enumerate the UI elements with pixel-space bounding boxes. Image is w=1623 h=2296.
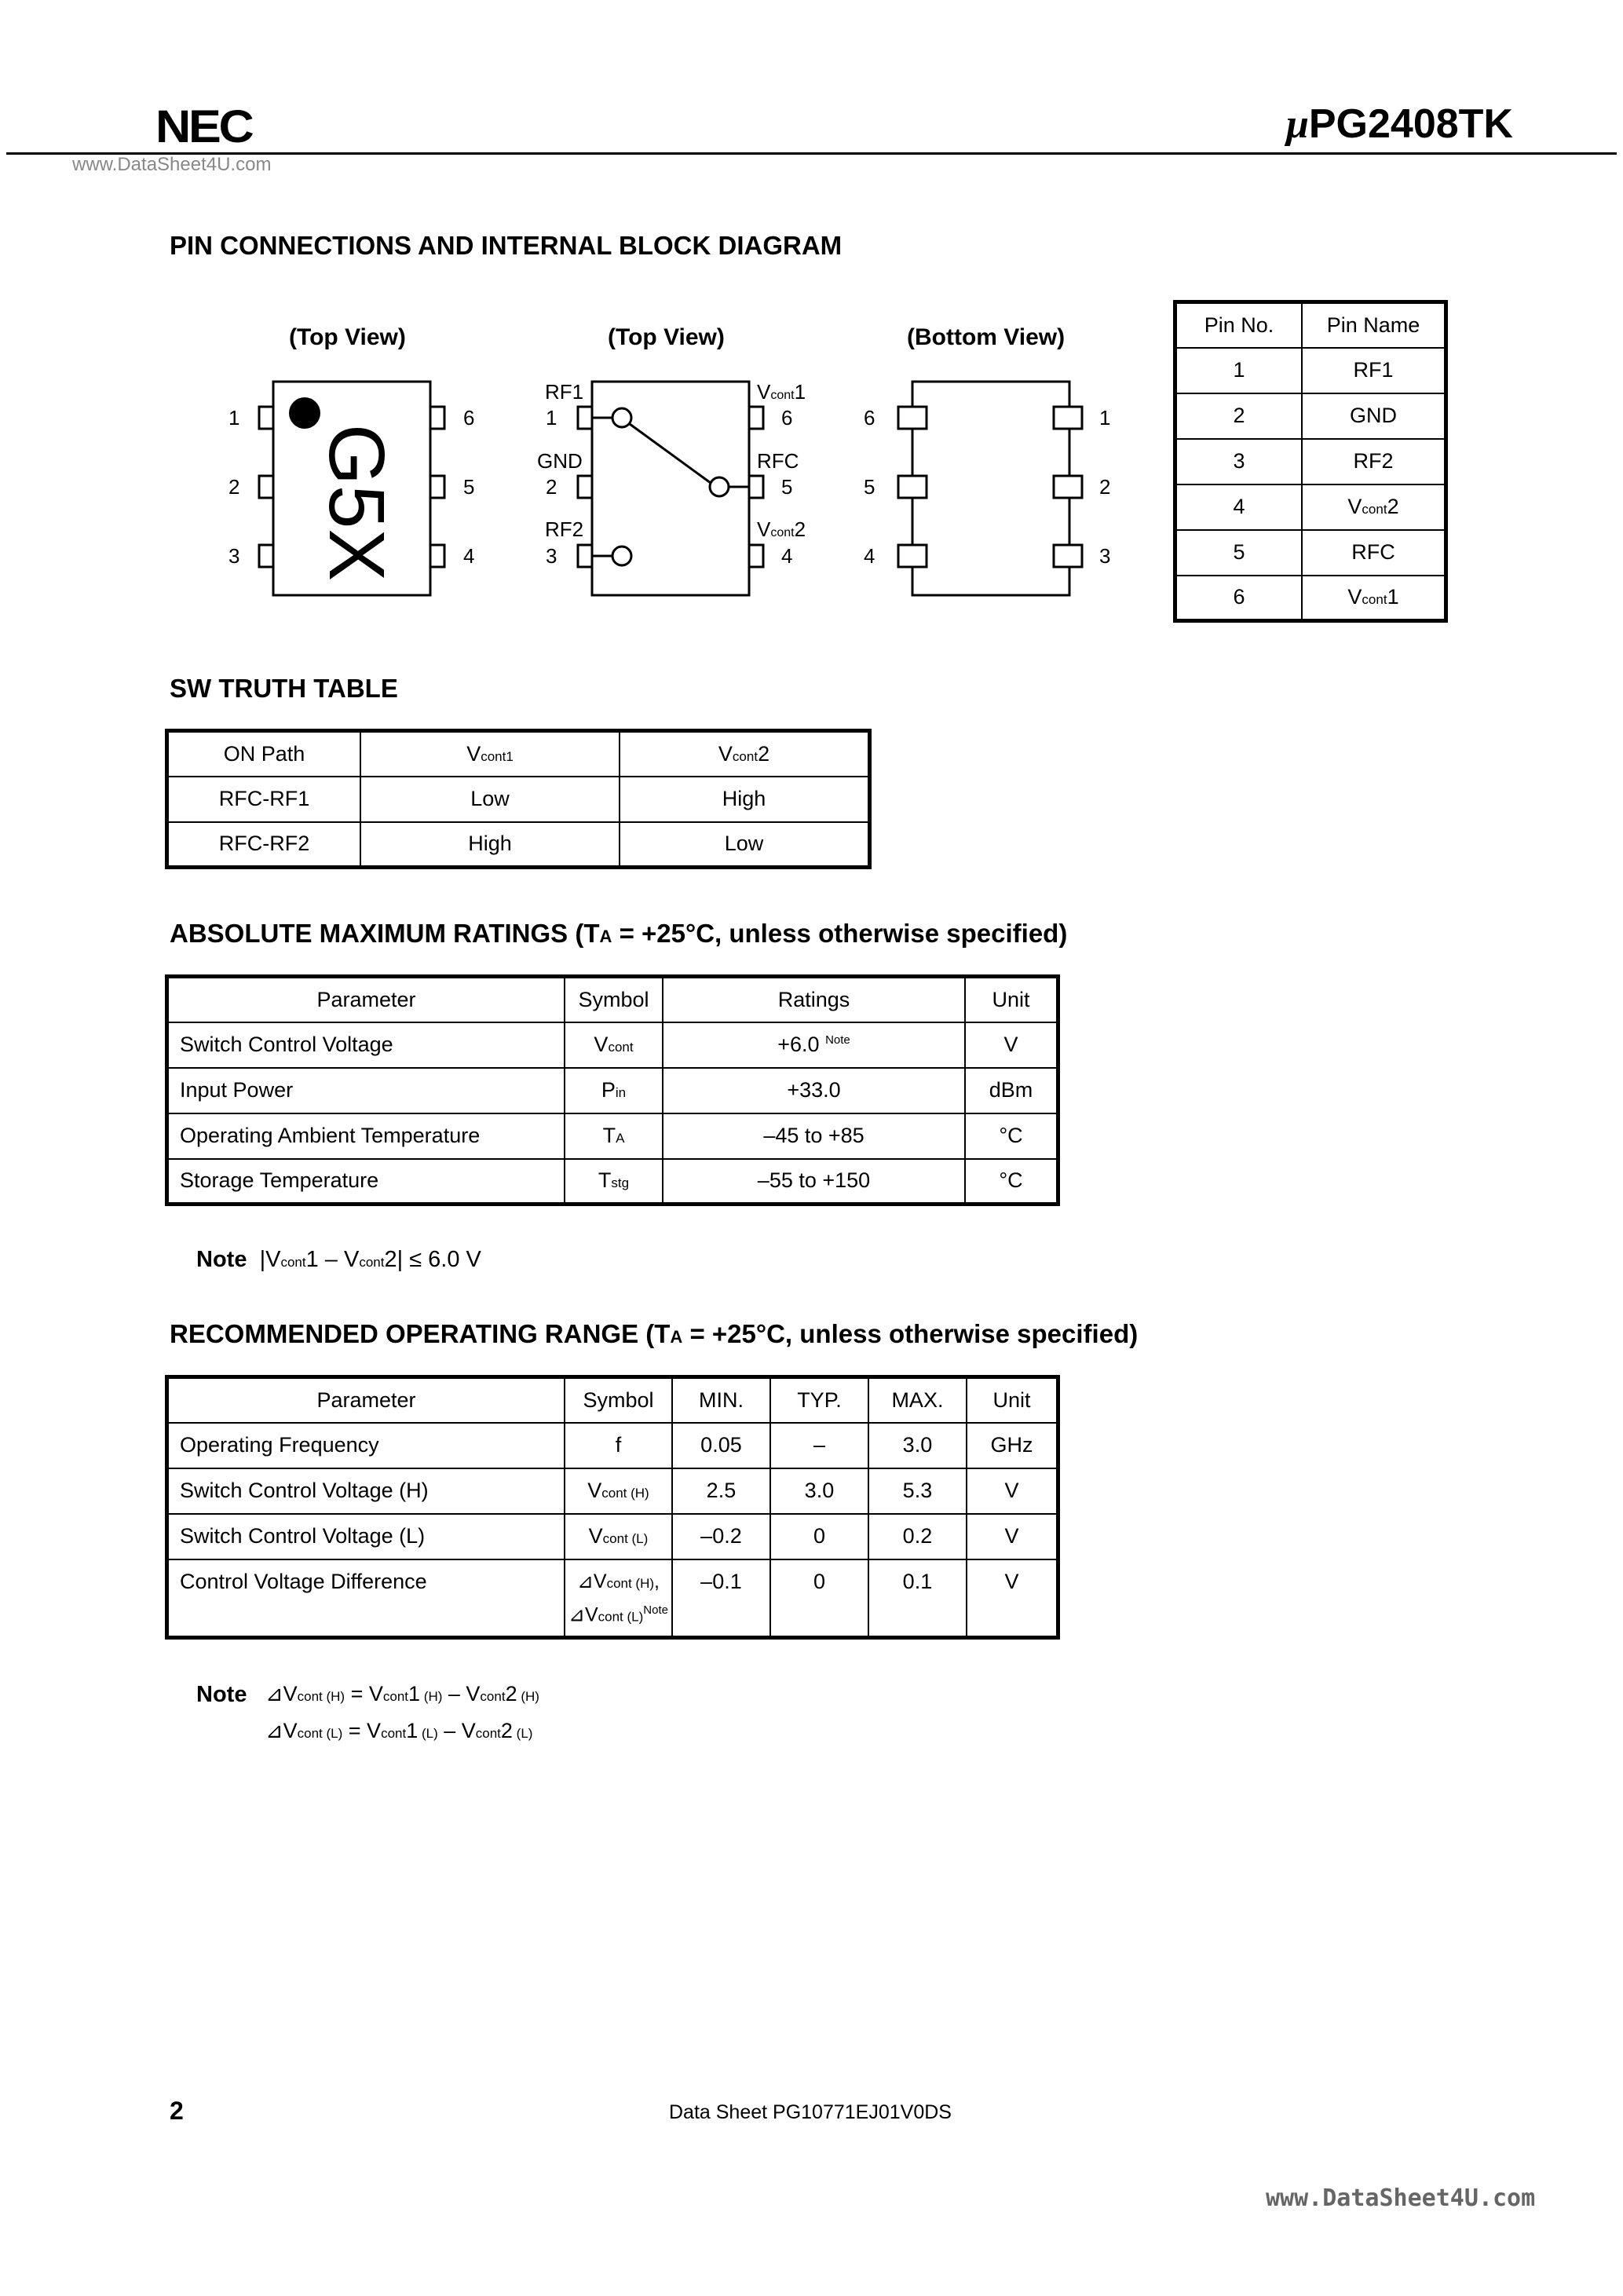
bottom-pad-2 [1054, 476, 1082, 498]
abs-max-title [170, 919, 1067, 949]
bottom-body [912, 382, 1069, 595]
abs-symbol-main: P [601, 1078, 616, 1102]
bottom-pad-1 [1054, 407, 1082, 429]
truth-table-title: SW TRUTH TABLE [170, 674, 398, 703]
rec-note2-h: cont [475, 1726, 501, 1741]
rec-typ: 3.0 [770, 1468, 868, 1514]
on-path-header: ON Path [167, 731, 361, 777]
rec-note1-f: (H) [420, 1689, 443, 1704]
block-pin-label-6: 6 [781, 406, 793, 430]
bottom-pin-label-6: 6 [864, 406, 875, 430]
block-pad-2 [578, 476, 592, 498]
bottom-pad-4 [898, 545, 927, 567]
abs-note-sub2: cont [359, 1255, 385, 1270]
rec-param: Switch Control Voltage (L) [167, 1514, 565, 1559]
block-pin-label-3: 3 [546, 544, 557, 568]
vcont2-header-v: V [718, 741, 733, 766]
rec-typ-header: TYP. [770, 1377, 868, 1423]
mu-symbol: μ [1285, 102, 1309, 147]
rec-symbol-line2 [568, 1597, 668, 1630]
rec-note1-i: 2 [505, 1682, 517, 1706]
pin-name-v: V [1347, 495, 1362, 518]
rec-symbol-header: Symbol [565, 1377, 672, 1423]
bottom-pad-5 [898, 476, 927, 498]
rec-min: –0.1 [672, 1559, 770, 1638]
abs-note-a: |V [259, 1247, 281, 1272]
abs-symbol [565, 1022, 663, 1068]
rec-unit: V [967, 1468, 1058, 1514]
pin-name-suffix: 1 [1387, 585, 1399, 609]
abs-param: Switch Control Voltage [167, 1022, 565, 1068]
abs-row [167, 1068, 1058, 1113]
nec-logo: NEC [155, 101, 252, 152]
rfc-terminal [710, 477, 729, 496]
rec-note1-d: cont [382, 1689, 409, 1704]
rec-note2-c: = V [342, 1719, 382, 1742]
view-label-3: (Bottom View) [907, 324, 1066, 350]
vcont1-suffix: 1 [794, 380, 806, 404]
rf1-terminal [612, 408, 631, 427]
rec-min: –0.2 [672, 1514, 770, 1559]
vcont1-header-v: V [466, 741, 481, 766]
pin-name [1302, 576, 1446, 621]
pin-table-header [1175, 302, 1446, 348]
abs-param: Input Power [167, 1068, 565, 1113]
rec-symbol-main: ⊿V [576, 1570, 607, 1592]
abs-note-sub1: cont [280, 1255, 306, 1270]
abs-param: Storage Temperature [167, 1159, 565, 1205]
pin-no: 1 [1175, 348, 1303, 393]
pin-label-6: 6 [463, 406, 475, 430]
abs-param: Operating Ambient Temperature [167, 1113, 565, 1159]
pin-no: 5 [1175, 530, 1303, 576]
abs-symbol [565, 1159, 663, 1205]
abs-symbol-main: V [594, 1033, 609, 1056]
pin-label-1: 1 [228, 406, 240, 430]
abs-row [167, 1022, 1058, 1068]
abs-rating-note: Note [825, 1033, 850, 1047]
on-path: RFC-RF2 [167, 822, 361, 868]
pin-table-row [1175, 439, 1446, 484]
rec-max: 0.2 [868, 1514, 967, 1559]
rec-range-title-a: RECOMMENDED OPERATING RANGE (T [170, 1319, 671, 1348]
rec-symbol [565, 1468, 672, 1514]
rec-unit: V [967, 1559, 1058, 1638]
vcont1-sub: cont [770, 389, 795, 402]
internal-block-diagram [565, 369, 785, 605]
part-number [1286, 101, 1513, 148]
vcont1-value: High [360, 822, 620, 868]
vcont2-value: High [620, 777, 870, 822]
pin-no-header: Pin No. [1175, 302, 1303, 348]
vcont2-header [620, 731, 870, 777]
block-pad-1 [578, 407, 592, 429]
vcont1-header [360, 731, 620, 777]
block-pad-6 [749, 407, 763, 429]
rec-note2-f: (L) [418, 1726, 438, 1741]
bottom-pin-label-4: 4 [864, 544, 875, 568]
rec-note1-h: cont [480, 1689, 506, 1704]
truth-table [165, 729, 872, 869]
bottom-pin-label-5: 5 [864, 475, 875, 499]
pin-table-row [1175, 576, 1446, 621]
abs-symbol-sub: in [615, 1085, 627, 1100]
abs-symbol-main: T [598, 1168, 612, 1193]
pin-table-row [1175, 530, 1446, 576]
pin-name-sub: cont [1362, 502, 1387, 517]
vcont1-label [757, 380, 806, 404]
document-number: Data Sheet PG10771EJ01V0DS [669, 2101, 952, 2123]
vcont2-v: V [757, 517, 771, 541]
rec-typ: 0 [770, 1559, 868, 1638]
rec-row [167, 1514, 1058, 1559]
rec-note2-e: 1 [406, 1719, 419, 1742]
block-pad-5 [749, 476, 763, 498]
rec-symbol-sub: cont (H) [601, 1486, 649, 1501]
vcont2-sub: cont [770, 526, 795, 539]
view-label-1: (Top View) [289, 324, 406, 350]
abs-param-header: Parameter [167, 977, 565, 1022]
abs-symbol-sub: cont [608, 1040, 634, 1055]
pin-pad-2 [259, 476, 273, 498]
block-pad-4 [749, 545, 763, 567]
rfc-label: RFC [757, 449, 799, 473]
rec-symbol [565, 1559, 672, 1638]
rec-symbol: f [565, 1423, 672, 1468]
abs-max-title-rest: = +25°C, unless otherwise specified) [612, 919, 1068, 948]
rec-note2-j: (L) [512, 1726, 533, 1741]
watermark-bottom: www.DataSheet4U.com [1266, 2184, 1536, 2212]
rec-note2-i: 2 [500, 1719, 513, 1742]
pin-name-suffix: 2 [1387, 495, 1399, 518]
abs-max-title-sub: A [599, 927, 612, 946]
pin-name: RF1 [1302, 348, 1446, 393]
abs-symbol [565, 1068, 663, 1113]
gnd-label: GND [537, 449, 583, 473]
bottom-pad-6 [898, 407, 927, 429]
abs-symbol-sub: A [616, 1131, 625, 1146]
abs-note-b: 1 – V [305, 1247, 360, 1272]
rec-max: 3.0 [868, 1423, 967, 1468]
pin-pad-3 [259, 545, 273, 567]
bottom-pin-label-3: 3 [1099, 544, 1111, 568]
rec-symbol-sub: cont (L) [602, 1531, 649, 1546]
abs-symbol-sub: stg [611, 1175, 630, 1191]
package-marking-diagram [220, 369, 495, 605]
rec-row [167, 1468, 1058, 1514]
abs-row [167, 1159, 1058, 1205]
vcont2-header-suffix: 2 [758, 741, 770, 766]
abs-note [196, 1247, 481, 1273]
rec-note1-e: 1 [408, 1682, 421, 1706]
abs-symbol [565, 1113, 663, 1159]
rec-max: 0.1 [868, 1559, 967, 1638]
rec-symbol-main: V [587, 1479, 602, 1502]
pin-label-4: 4 [463, 544, 475, 568]
pin-section-title: PIN CONNECTIONS AND INTERNAL BLOCK DIAGRAM [170, 231, 843, 260]
vcont1-v: V [757, 380, 771, 404]
rec-note2-g: – V [437, 1719, 476, 1742]
rec-note1-g: – V [442, 1682, 481, 1706]
rf2-terminal [612, 547, 631, 565]
truth-row [167, 822, 870, 868]
pin-name-header: Pin Name [1302, 302, 1446, 348]
rec-min-header: MIN. [672, 1377, 770, 1423]
pin-no: 3 [1175, 439, 1303, 484]
abs-rating: +33.0 [663, 1068, 965, 1113]
rec-unit: GHz [967, 1423, 1058, 1468]
vcont1-header-sub: cont1 [481, 748, 514, 764]
pin-label-2: 2 [228, 475, 240, 499]
vcont2-suffix: 2 [794, 517, 806, 541]
rec-symbol-main-b: ⊿V [568, 1603, 598, 1625]
rec-note1-b: cont (H) [297, 1689, 345, 1704]
rec-note1-a: ⊿V [265, 1682, 298, 1706]
rec-unit: V [967, 1514, 1058, 1559]
bottom-pad-3 [1054, 545, 1082, 567]
rec-range-table [165, 1375, 1060, 1640]
rec-note-label [196, 1682, 247, 1708]
abs-rating-value: +6.0 [777, 1033, 820, 1056]
rec-unit-header: Unit [967, 1377, 1058, 1423]
abs-max-table [165, 974, 1060, 1206]
watermark-top: www.DataSheet4U.com [72, 154, 272, 175]
rec-symbol-line1: ⊿Vcont (H), [576, 1570, 660, 1592]
abs-header-row [167, 977, 1058, 1022]
rec-max: 5.3 [868, 1468, 967, 1514]
rec-typ: – [770, 1423, 868, 1468]
rec-symbol-main: V [588, 1524, 603, 1548]
rec-symbol-sub-b: cont (L) [598, 1608, 644, 1624]
pin-table-row [1175, 348, 1446, 393]
rec-note-label-text: Note [196, 1682, 247, 1707]
rec-note1-j: (H) [517, 1689, 539, 1704]
pin-table [1173, 300, 1448, 623]
truth-header-row [167, 731, 870, 777]
pin-no: 2 [1175, 393, 1303, 439]
abs-unit: °C [965, 1113, 1058, 1159]
abs-rating: –45 to +85 [663, 1113, 965, 1159]
abs-unit: °C [965, 1159, 1058, 1205]
rf1-label: RF1 [545, 380, 584, 404]
vcont2-label [757, 517, 806, 542]
page-number: 2 [170, 2097, 184, 2125]
abs-max-title-a: ABSOLUTE MAXIMUM RATINGS (T [170, 919, 600, 948]
rec-range-title-rest: = +25°C, unless otherwise specified) [682, 1319, 1139, 1348]
abs-symbol-header: Symbol [565, 977, 663, 1022]
bottom-pin-label-2: 2 [1099, 475, 1111, 499]
pin-name: GND [1302, 393, 1446, 439]
abs-rating: –55 to +150 [663, 1159, 965, 1205]
part-number-text: PG2408TK [1308, 101, 1513, 147]
block-pin-label-1: 1 [546, 406, 557, 430]
on-path: RFC-RF1 [167, 777, 361, 822]
bottom-view-diagram [879, 369, 1115, 605]
rec-note2-d: cont [381, 1726, 407, 1741]
abs-symbol-main: T [602, 1124, 616, 1147]
rec-row [167, 1559, 1058, 1638]
abs-unit-header: Unit [965, 977, 1058, 1022]
rf2-label: RF2 [545, 517, 584, 541]
switch-arm [630, 424, 711, 483]
vcont2-value: Low [620, 822, 870, 868]
bottom-pin-label-1: 1 [1099, 406, 1111, 430]
rec-symbol-sub: cont (H) [606, 1575, 655, 1591]
rec-max-header: MAX. [868, 1377, 967, 1423]
abs-unit: V [965, 1022, 1058, 1068]
pin-name: RF2 [1302, 439, 1446, 484]
block-pin-label-2: 2 [546, 475, 557, 499]
pin-no: 6 [1175, 576, 1303, 621]
rec-param: Control Voltage Difference [167, 1559, 565, 1638]
rec-param-header: Parameter [167, 1377, 565, 1423]
block-pin-label-5: 5 [781, 475, 793, 499]
pin-table-row [1175, 484, 1446, 530]
abs-ratings-header: Ratings [663, 977, 965, 1022]
pin-name [1302, 484, 1446, 530]
rec-symbol-note: Note [643, 1603, 668, 1617]
rec-note1-c: = V [345, 1682, 383, 1706]
abs-note-label: Note [196, 1247, 247, 1272]
pin-name-sub: cont [1362, 592, 1387, 608]
pin-table-row [1175, 393, 1446, 439]
rec-note-line1 [265, 1682, 539, 1706]
pin-name: RFC [1302, 530, 1446, 576]
abs-rating [663, 1022, 965, 1068]
rec-range-title-sub: A [670, 1327, 683, 1347]
block-pad-3 [578, 545, 592, 567]
pin-label-3: 3 [228, 544, 240, 568]
pin-pad-4 [430, 545, 444, 567]
rec-min: 0.05 [672, 1423, 770, 1468]
rec-header-row [167, 1377, 1058, 1423]
rec-note2-a: ⊿V [265, 1719, 298, 1742]
block-pin-label-4: 4 [781, 544, 793, 568]
pin-pad-6 [430, 407, 444, 429]
rec-note-line2 [265, 1719, 532, 1743]
rec-typ: 0 [770, 1514, 868, 1559]
abs-row [167, 1113, 1058, 1159]
rec-min: 2.5 [672, 1468, 770, 1514]
rec-param: Operating Frequency [167, 1423, 565, 1468]
truth-row [167, 777, 870, 822]
view-label-2: (Top View) [608, 324, 725, 350]
pin-label-5: 5 [463, 475, 475, 499]
marking-text: G5X [313, 424, 400, 582]
vcont1-value: Low [360, 777, 620, 822]
rec-row [167, 1423, 1058, 1468]
rec-note2-b: cont (L) [297, 1726, 343, 1741]
abs-note-c: 2| ≤ 6.0 V [384, 1247, 481, 1272]
pin-pad-1 [259, 407, 273, 429]
abs-unit: dBm [965, 1068, 1058, 1113]
pin-no: 4 [1175, 484, 1303, 530]
pin-name-v: V [1347, 585, 1362, 609]
pin-pad-5 [430, 476, 444, 498]
rec-range-title [170, 1319, 1138, 1349]
rec-param: Switch Control Voltage (H) [167, 1468, 565, 1514]
vcont2-header-sub: cont [732, 748, 758, 764]
rec-symbol [565, 1514, 672, 1559]
